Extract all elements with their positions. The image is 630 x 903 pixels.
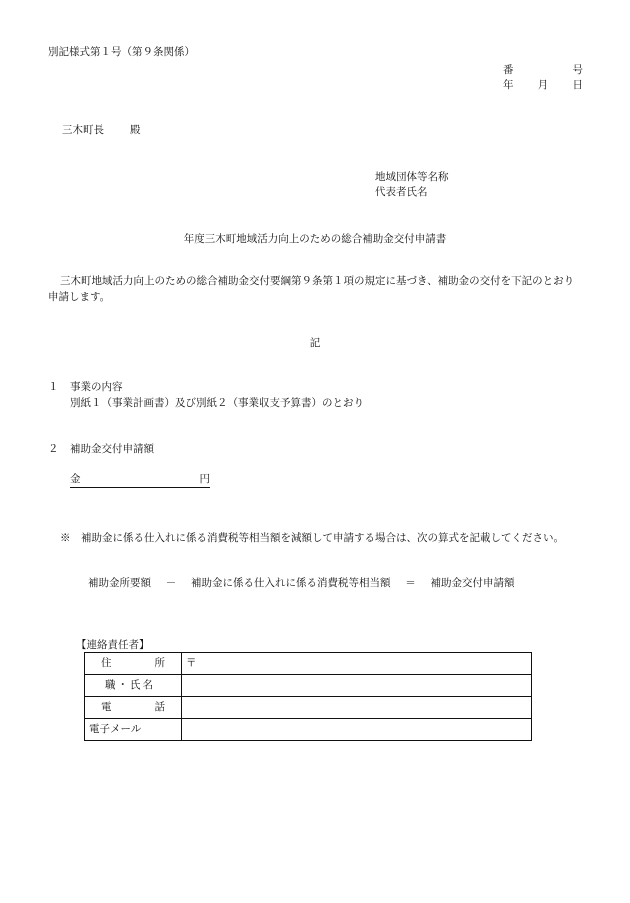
ki-heading: 記 [309,337,321,349]
addressee [62,123,141,138]
org-name-label: 地域団体等名称 [375,171,449,183]
email-input-cell[interactable] [182,719,532,741]
formula-term-tax: 補助金に係る仕入れに係る消費税等相当額 [191,577,391,589]
formula-minus: － [165,577,177,589]
formula [88,576,515,591]
document-title: 年度三木町地域活力向上のための総合補助金交付申請書 [183,233,447,245]
date-year: 年 [503,79,514,91]
contact-table [84,652,532,741]
contact-person-label: 【連絡責任者】 [76,639,150,651]
address-char-1: 住 [101,657,112,670]
date-field [503,78,583,93]
form-number: 別記様式第１号（第９条関係） [48,46,195,58]
body-paragraph: 三木町地域活力向上のための総合補助金交付要綱第９条第１項の規定に基づき、補助金の交付を下記のとおり申請します。 [48,275,575,304]
formula-equals: ＝ [405,577,416,589]
phone-input-cell[interactable] [182,697,532,719]
phone-label [85,697,182,719]
phone-char-1: 電 [101,701,112,714]
postal-mark: 〒 [186,657,197,670]
name-input-cell[interactable] [182,675,532,697]
contact-row-address [85,653,532,675]
amount-prefix: 金 [70,473,81,485]
contact-row-email [85,719,532,741]
addressee-honorific: 殿 [130,124,141,136]
formula-term-required: 補助金所要額 [88,577,151,589]
name-label [85,675,182,697]
phone-char-2: 話 [154,701,165,714]
section1-number: １ [48,381,59,393]
contact-row-name [85,675,532,697]
tax-note: ※ 補助金に係る仕入れに係る消費税等相当額を減額して申請する場合は、次の算式を記載してください。 [60,532,564,544]
section2-title: 補助金交付申請額 [70,443,154,455]
address-label [85,653,182,675]
addressee-mayor: 三木町長 [62,124,104,136]
section2-heading [48,442,154,457]
date-month: 月 [537,79,549,91]
amount-field[interactable] [70,472,210,488]
email-label: 電子メール [85,719,182,741]
section1-title: 事業の内容 [70,381,123,393]
name-label-text: 職・氏名 [105,679,155,692]
section1-heading [48,380,123,395]
number-char-ban: 番 [503,64,514,76]
address-input-cell[interactable] [182,653,532,675]
contact-row-phone [85,697,532,719]
number-char-go: 号 [572,64,583,76]
section2-number: ２ [48,443,59,455]
document-number-field [503,63,583,78]
representative-label: 代表者氏名 [375,186,428,198]
address-char-2: 所 [154,657,165,670]
date-day: 日 [572,79,583,91]
amount-suffix: 円 [199,473,210,485]
formula-term-result: 補助金交付申請額 [430,577,515,589]
section1-detail: 別紙１（事業計画書）及び別紙２（事業収支予算書）のとおり [70,397,364,409]
